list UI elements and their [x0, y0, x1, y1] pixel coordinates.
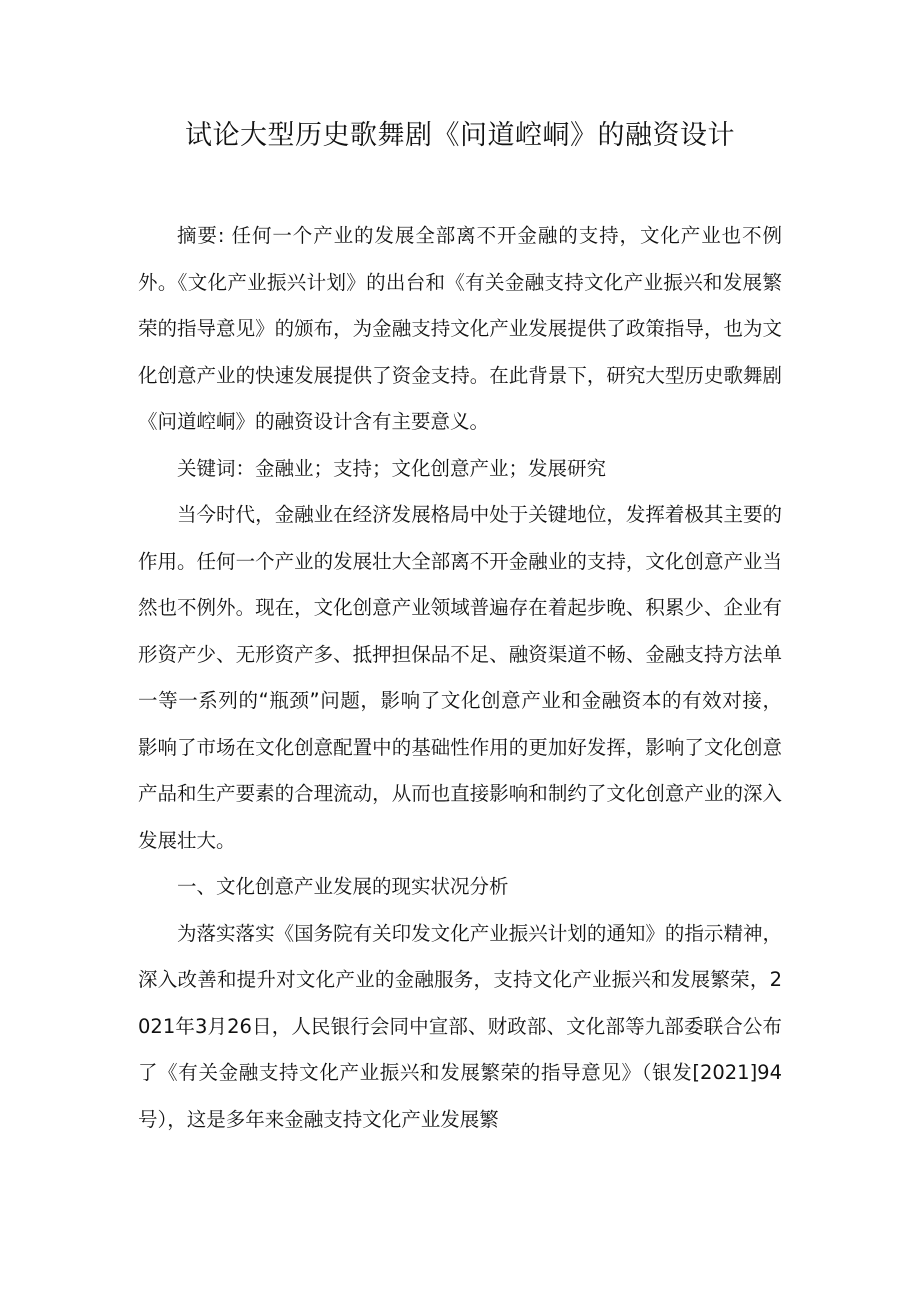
- intro-paragraph: 当今时代，金融业在经济发展格局中处于关键地位，发挥着极其主要的作用。任何一个产业的发展壮大全部离不开金融业的支持，文化创意产业当然也不例外。现在，文化创意产业领域普遍存在着起步晚、积累少、企业有形资产少、无形资产多、抵押担保品不足、融资渠道不畅、金融支持方法单一等一系列的“瓶颈”问题，影响了文化创意产业和金融资本的有效对接，影响了市场在文化创意配置中的基础性作用的更加好发挥，影响了文化创意产品和生产要素的合理流动，从而也直接影响和制约了文化创意产业的深入发展壮大。: [138, 503, 782, 852]
- document-title: 试论大型历史歌舞剧《问道崆峒》的融资设计: [185, 120, 735, 151]
- abstract-paragraph: 摘要: 任何一个产业的发展全部离不开金融的支持，文化产业也不例外。《文化产业振兴计划》的出台和《有关金融支持文化产业振兴和发展繁荣的指导意见》的颁布，为金融支持文化产业发展提供了政策指导，也为文化创意产业的快速发展提供了资金支持。在此背景下，研究大型历史歌舞剧《问道崆峒》的融资设计含有主要意义。: [138, 224, 782, 433]
- section-heading: 一、文化创意产业发展的现实状况分析: [177, 875, 509, 898]
- document-body: [138, 213, 782, 1143]
- section-paragraph: 为落实落实《国务院有关印发文化产业振兴计划的通知》的指示精神，深入改善和提升对文化产业的金融服务，支持文化产业振兴和发展繁荣，2021年3月26日，人民银行会同中宣部、财政部、文化部等九部委联合公布了《有关金融支持文化产业振兴和发展繁荣的指导意见》（银发[2021]94号），这是多年来金融支持文化产业发展繁: [138, 921, 782, 1131]
- keywords-paragraph: 关键词：金融业；支持；文化创意产业；发展研究: [177, 456, 607, 480]
